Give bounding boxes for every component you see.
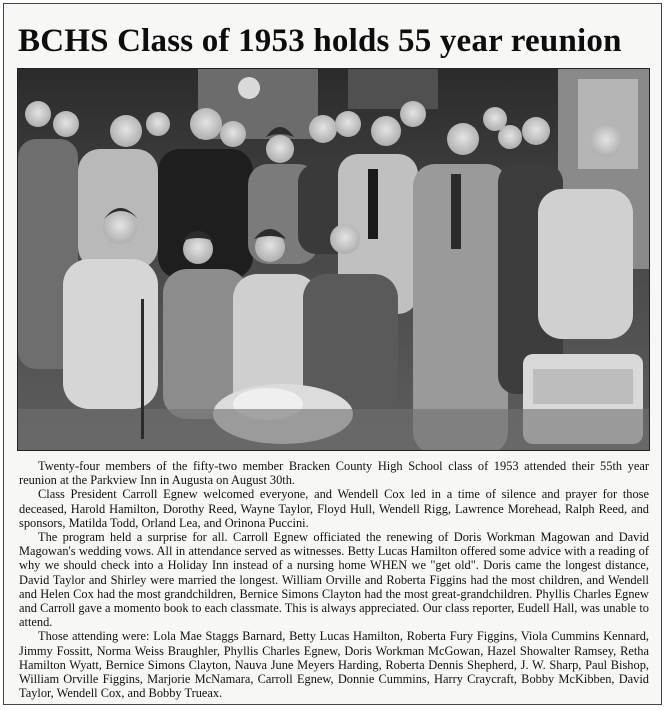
article-paragraph: The program held a surprise for all. Carroll Egnew officiated the renewing of Doris Workman Magowan and David Magowan's wedding vows. All in attendance served as witnesses. Betty Lucas Hamilton offered some advice with a reading of why we should check into a Holiday Inn instead of a nursing home WHEN we "get old". Doris came the longest distance, David Taylor and Shirley were married the longest. William Orville and Roberta Figgins had the most children, and Wendell and Helen Cox had the most grandchildren, Bernice Simons Clayton had the most great-grandchildren. Phyllis Charles Egnew and Carroll gave a momento book to each classmate. This is always appreciated. Our class reporter, Eudell Hall, was unable to attend. bbox=[19, 530, 649, 630]
article-paragraph: Those attending were: Lola Mae Staggs Barnard, Betty Lucas Hamilton, Roberta Fury Figgins, Viola Cummins Kennard, Jimmy Fossitt, Norma Weiss Braughler, Phyllis Charles Egnew, Doris Workman McGowan, Hazel Showalter Ramsey, Retha Hamilton Wyatt, Bernice Simons Clayton, Nauva June Meyers Harding, Roberta Dennis Shepherd, J. W. Sharp, Paul Bishop, William Orville Figgins, Marjorie McNamara, Carroll Egnew, Donnie Cummins, Harry Craycraft, Bobby McKibben, David Taylor, Wendell Cox, and Bobby Trueax. bbox=[19, 629, 649, 701]
article-body bbox=[19, 459, 649, 700]
article-headline: BCHS Class of 1953 holds 55 year reunion bbox=[18, 23, 622, 59]
article-paragraph: Twenty-four members of the fifty-two member Bracken County High School class of 1953 attended their 55th year reunion at the Parkview Inn in Augusta on August 30th. bbox=[19, 459, 649, 488]
group-photo bbox=[17, 68, 650, 451]
newspaper-clipping bbox=[3, 3, 662, 705]
article-paragraph: Class President Carroll Egnew welcomed everyone, and Wendell Cox led in a time of silence and prayer for those deceased, Harold Hamilton, Dorothy Reed, Wayne Taylor, Floyd Hull, Wendell Rigg, Lawrence Morehead, Ralph Reed, and sponsors, Matilda Todd, Orland Lea, and Orinona Puccini. bbox=[19, 487, 649, 530]
group-photo-illustration bbox=[18, 69, 649, 450]
